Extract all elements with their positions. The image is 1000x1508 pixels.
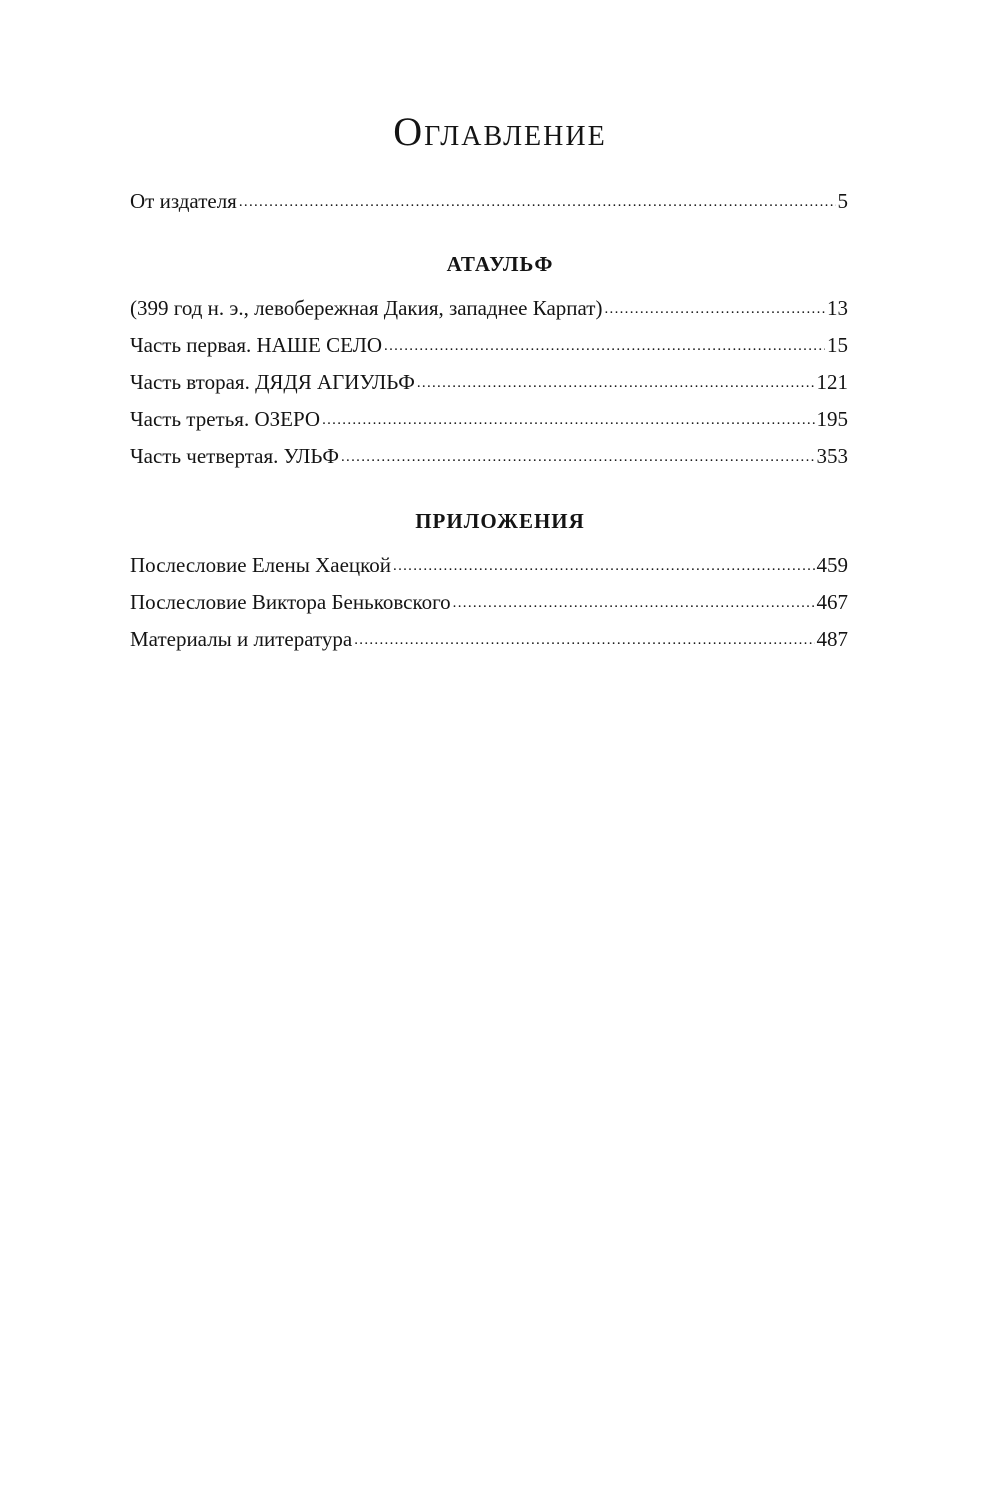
leader-dots [354, 619, 814, 659]
leader-dots [341, 436, 815, 476]
toc-entry-label: (399 год н. э., левобережная Дакия, западнее Карпат) [130, 296, 603, 320]
toc-entry-page: 5 [837, 189, 848, 213]
toc-entry-page: 13 [827, 296, 848, 320]
leader-dots [393, 545, 814, 585]
toc-appendices-list [130, 547, 848, 658]
toc-entry-page: 459 [816, 553, 848, 577]
toc-entry-page: 353 [816, 444, 848, 468]
toc-ataulf-list [130, 290, 848, 475]
toc-entry-page: 467 [816, 590, 848, 614]
toc-entry-label: Послесловие Елены Хаецкой [130, 553, 392, 577]
toc-entry [130, 401, 848, 438]
section-heading-ataulf: АТАУЛЬФ [446, 252, 554, 276]
section-heading-appendices: ПРИЛОЖЕНИЯ [415, 509, 585, 533]
leader-dots [384, 325, 825, 365]
toc-entry-label: От издателя [130, 189, 237, 213]
toc-entry [130, 621, 848, 658]
toc-entry-label: Часть третья. ОЗЕРО [130, 407, 321, 431]
toc-entry-label: Часть первая. НАШЕ СЕЛО [130, 333, 383, 357]
toc-entry [130, 290, 848, 327]
toc-entry [130, 364, 848, 401]
leader-dots [604, 288, 825, 328]
toc-entry-page: 195 [816, 407, 848, 431]
toc-entry-label: Послесловие Виктора Беньковского [130, 590, 451, 614]
toc-entry [130, 584, 848, 621]
toc-entry [130, 183, 848, 220]
page-title: Оглавление [393, 109, 607, 154]
toc-entry-label: Часть вторая. ДЯДЯ АГИУЛЬФ [130, 370, 415, 394]
toc-entry-page: 487 [816, 627, 848, 651]
toc-intro-list [130, 183, 848, 220]
toc-entry [130, 547, 848, 584]
toc-entry-label: Материалы и литература [130, 627, 353, 651]
toc-entry [130, 327, 848, 364]
toc-entry-label: Часть четвертая. УЛЬФ [130, 444, 339, 468]
toc-entry-page: 121 [816, 370, 848, 394]
leader-dots [453, 582, 815, 622]
toc-entry-page: 15 [827, 333, 848, 357]
leader-dots [417, 362, 815, 402]
leader-dots [239, 181, 836, 221]
leader-dots [322, 399, 814, 439]
toc-entry [130, 438, 848, 475]
